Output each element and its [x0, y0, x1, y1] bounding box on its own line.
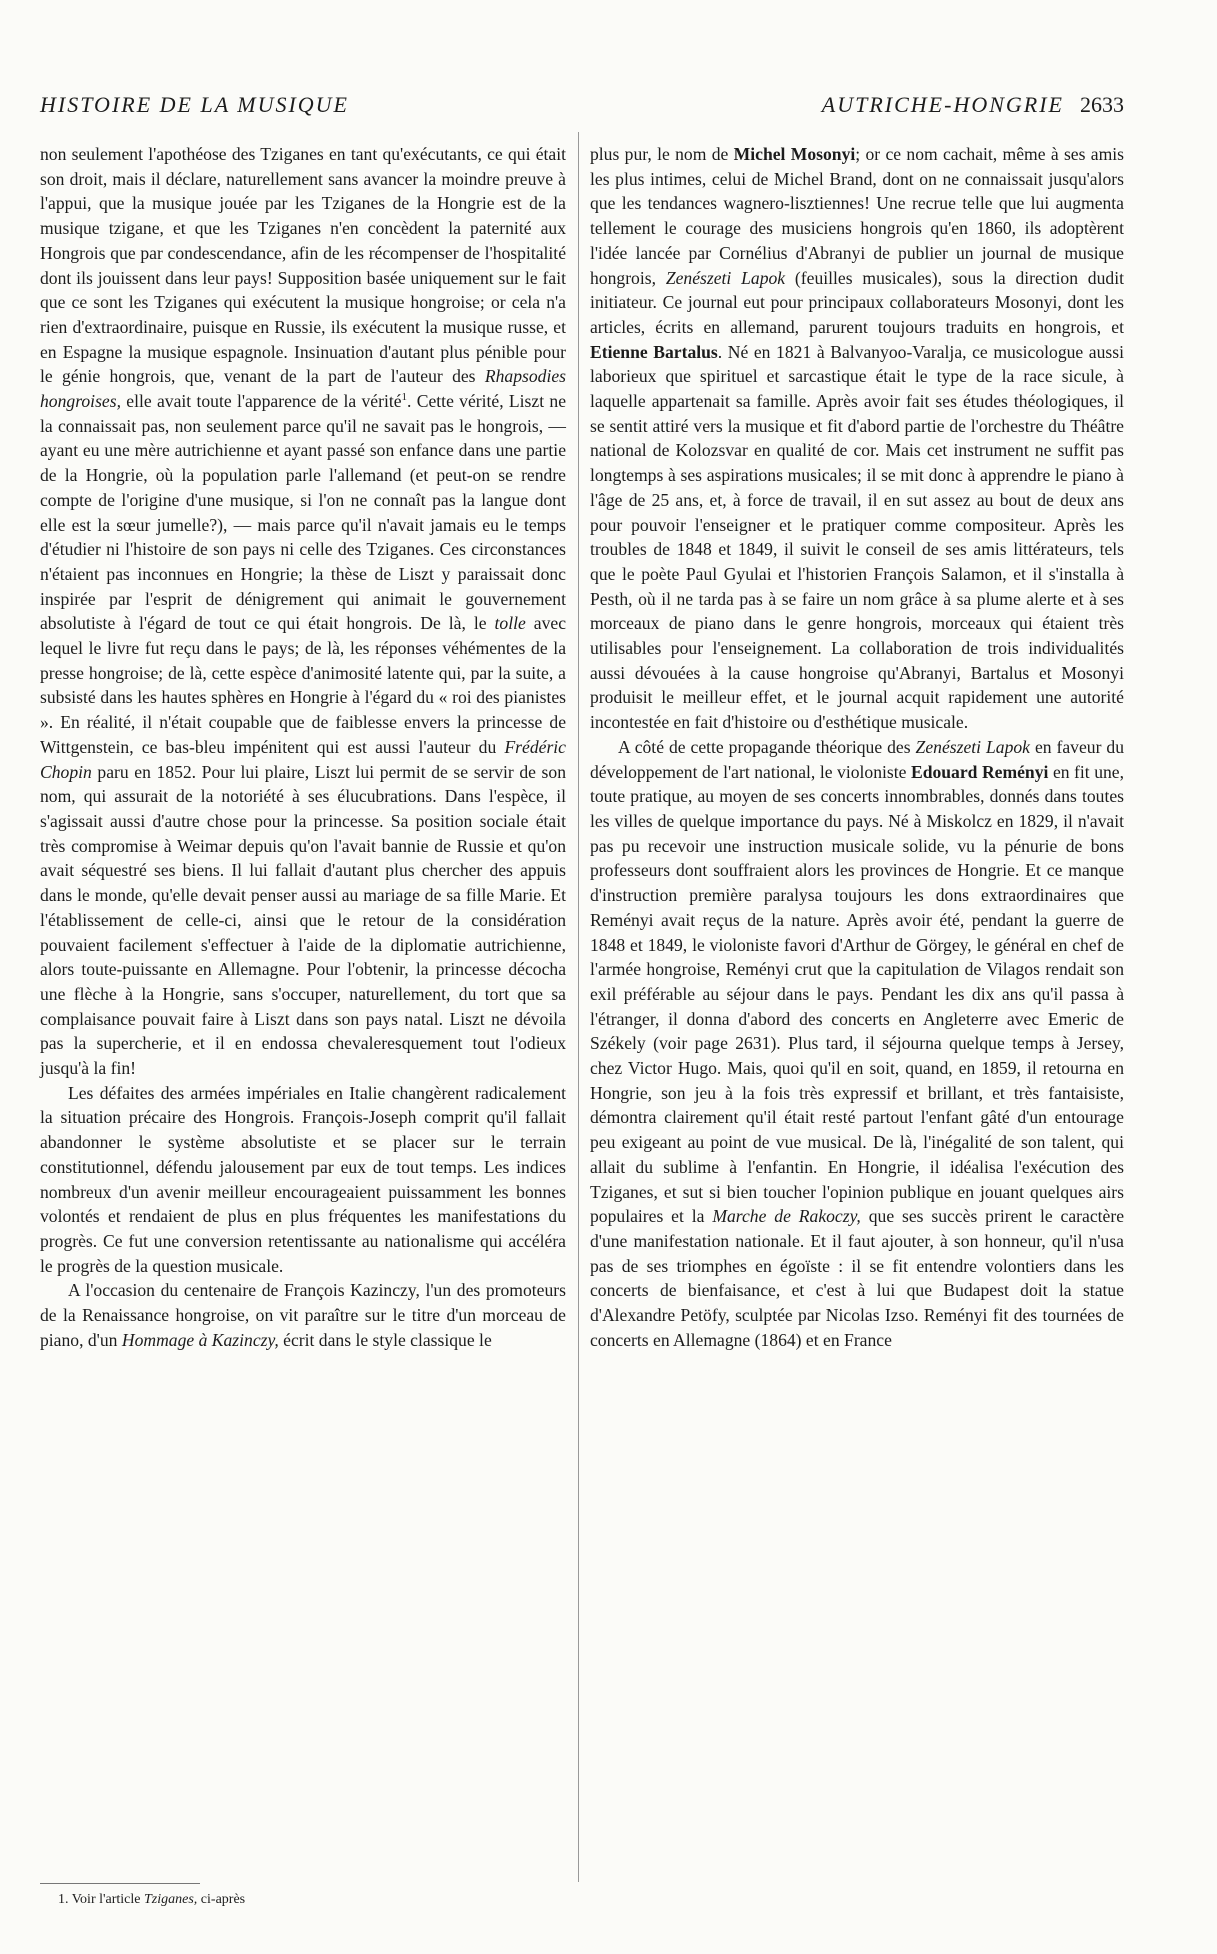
section-title: AUTRICHE-HONGRIE: [821, 92, 1064, 117]
footnote-ref: 1: [401, 391, 408, 404]
italic-word: tolle: [494, 613, 526, 634]
paragraph-1: non seulement l'apothéose des Tziganes en tant qu'exécutants, ce qui était son droit, mais il déclare, naturellement sans avancer la moindre preuve à l'appui, que la musique jouée par les Tziganes de la Hongrie est de la musique tzigane, et que les Tziganes n'en concèdent la paternité aux Hongrois que par condescendance, afin de les récompenser de l'hospitalité dont ils jouissent dans leur pays! Supposition basée uniquement sur le fait que ce sont les Tziganes qui exécutent la musique hongroise; or cela n'a rien d'extraordinaire, puisque en Russie, ils exécutent la musique russe, et en Espagne la musique espagnole. Insinuation d'autant plus pénible pour le génie hongrois, que, venant de la part de l'auteur des Rhapsodies hongroises, elle avait toute l'apparence de la vérité$^1$. Cette vérité, Liszt ne la connaissait pas, non seulement parce qu'il ne savait pas le hongrois, — ayant eu une mère autrichienne et ayant passé son enfance dans une partie de la Hongrie, où la population parle l'allemand (et peut-on se rendre compte de l'origine d'une musique, si l'on ne connaît pas la langue dont elle est la sœur jumelle?), — mais parce qu'il n'avait jamais eu le temps d'étudier ni l'histoire de son pays ni celle des Tziganes. Ces circonstances n'étaient pas inconnues en Hongrie; la thèse de Liszt y paraissait donc inspirée par l'esprit de dénigrement qui animait le gouvernement absolutiste à l'égard de tout ce qui était hongrois. De là, le tolle avec lequel le livre fut reçu dans le pays; de là, les réponses véhémentes de la presse hongroise; de là, cette espèce d'animosité latente qui, par la suite, a subsisté dans les hautes sphères en Hongrie à l'égard du « roi des pianistes ». En réalité, il n'était coupable que de faiblesse envers la princesse de Wittgenstein, ce bas-bleu impénitent qui est aussi l'auteur du Frédéric Chopin paru en 1852. Pour lui plaire, Liszt lui permit de se servir de son nom, qui assurait de la notoriété à ses élucubrations. Dans l'espèce, il s'agissait aussi d'autre chose pour la princesse. Sa position sociale était très compromise à Weimar depuis qu'on l'avait bannie de Russie et qu'on avait séquestré ses biens. Il lui fallait d'autant plus chercher des appuis dans le monde, qu'elle devait penser aussi au mariage de sa fille Marie. Et l'établissement de celle-ci, ainsi que le retour de la considération pouvaient facilement s'effectuer à l'aide de la diplomatie autrichienne, alors toute-puissante en Allemagne. Pour l'obtenir, la princesse décocha une flèche à la Hongrie, sans s'occuper, naturellement, du tort que sa complaisance pouvait faire à Liszt dans son pays natal. Liszt ne dévoila pas la supercherie, et il en endossa chevaleresquement tout l'odieux jusqu'à la fin!: [40, 144, 567, 1079]
footnote-rule: [40, 1883, 200, 1884]
page-number: 2633: [1080, 92, 1124, 117]
running-header: [40, 92, 1124, 132]
footnote: 1. Voir l'article Tziganes, ci-après: [58, 1892, 246, 1907]
italic-title: Marche de Rakoczy,: [712, 1206, 861, 1227]
column-divider: [578, 132, 579, 1882]
italic-title: Zenészeti Lapok: [665, 267, 786, 288]
italic-title: Rhapsodies hongroises,: [40, 366, 567, 412]
italic-word: Tziganes,: [144, 1892, 198, 1907]
bold-name: Michel Mosonyi: [733, 144, 856, 164]
paragraph-4: plus pur, le nom de Michel Mosonyi; or ce nom cachait, même à ses amis les plus intimes, celui de Michel Brand, dont on ne connaissait jusqu'alors que les tendances wagnero-lisztiennes! Une recrue telle que lui augmenta tellement le courage des musiciens hongrois qu'en 1860, ils adoptèrent l'idée lancée par Cornélius d'Abranyi de publier un journal de musique hongrois, Zenészeti Lapok (feuilles musicales), sous la direction dudit initiateur. Ce journal eut pour principaux collaborateurs Mosonyi, dont les articles, écrits en allemand, parurent toujours traduits en hongrois, et Etienne Bartalus. Né en 1821 à Balvanyoo-Varalja, ce musicologue aussi laborieux que spirituel et sarcastique était le type de la race sicule, à laquelle appartenait sa famille. Après avoir fait ses études théologiques, il se sentit attiré vers la musique et fit d'abord partie de l'orchestre du Théâtre national de Kolozsvar en qualité de cor. Mais cet instrument ne suffit pas longtemps à ses aspirations musicales; il se mit donc à apprendre le piano à l'âge de 25 ans, et, à force de travail, il en sut assez au bout de deux ans pour pouvoir l'enseigner et le pratiquer comme compositeur. Après les troubles de 1848 et 1849, il suivit le conseil de ses amis littérateurs, tels que le poète Paul Gyulai et l'historien François Salamon, et il s'installa à Pesth, où il ne tarda pas à se faire un nom grâce à sa plume alerte et à ses morceaux de piano dans le genre hongrois, morceaux qui étaient très utilisables pour l'enseignement. La collaboration de trois individualités aussi dévouées à la cause hongroise qu'Abranyi, Bartalus et Mosonyi produisit le meilleur effet, et le journal acquit rapidement une autorité incontestée en fait d'histoire ou d'esthétique musicale.: [590, 144, 1124, 733]
paragraph-2: Les défaites des armées impériales en Italie changèrent radicalement la situation précaire des Hongrois. François-Joseph comprit qu'il fallait abandonner le système absolutiste et se placer sur le terrain constitutionnel, défendu jalousement par eux de tout temps. Les indices nombreux d'un avenir meilleur encourageaient puissamment les bonnes volontés et rendaient de plus en plus fréquentes les manifestations du progrès. Ce fut une conversion retentissante au nationalisme qui accéléra le progrès de la question musicale.: [40, 1082, 566, 1276]
left-column: [40, 142, 566, 1352]
bold-name: Edouard Reményi: [910, 761, 1049, 782]
right-column: [590, 142, 1124, 1352]
bold-name: Etienne Bartalus: [590, 341, 718, 362]
italic-title: Hommage à Kazinczy,: [121, 1329, 279, 1350]
paragraph-3: A l'occasion du centenaire de François Kazinczy, l'un des promoteurs de la Renaissance hongroise, on vit paraître sur le titre d'un morceau de piano, d'un Hommage à Kazinczy, écrit dans le style classique le: [40, 1280, 566, 1350]
italic-title: Frédéric Chopin: [40, 736, 566, 782]
paragraph-5: A côté de cette propagande théorique des Zenészeti Lapok en faveur du développement de l'art national, le violoniste Edouard Reményi en fit une, toute pratique, au moyen de ses concerts innombrables, donnés dans toutes les villes de quelque importance du pays. Né à Miskolcz en 1829, il n'avait pas pu recevoir une instruction musicale solide, vu la pénurie de bons professeurs dont souffraient alors les provinces de Hongrie. Et ce manque d'instruction première paralysa toujours les dons extraordinaires que Reményi avait reçus de la nature. Après avoir été, pendant la guerre de 1848 et 1849, le violoniste favori d'Arthur de Görgey, le général en chef de l'armée hongroise, Reményi crut que la capitulation de Vilagos rendait son exil préférable au séjour dans le pays. Pendant les dix ans qu'il passa à l'étranger, il donna d'abord des concerts en Angleterre avec Emeric de Székely (voir page 2631). Plus tard, il séjourna quelque temps à Jersey, chez Victor Hugo. Mais, quoi qu'il en soit, quand, en 1859, il retourna en Hongrie, son jeu à la fois très expressif et brillant, et très fantaisiste, démontra clairement qu'il était resté partout l'enfant gâté d'un entourage peu exigeant au point de vue musical. De là, l'inégalité de son talent, qui allait du sublime à l'enfantin. En Hongrie, il idéalisa l'exécution des Tziganes, et sut si bien toucher l'opinion publique en jouant quelques airs populaires et la Marche de Rakoczy, que ses succès prirent le caractère d'une manifestation nationale. Et il faut ajouter, à son honneur, qu'il n'usa pas de ses triomphes en égoïste : il se fit entendre volontiers dans les concerts de bienfaisance, et c'est à lui que Budapest doit la statue d'Alexandre Petöfy, sculptée par Nicolas Izso. Reményi fit des tournées de concerts en Allemagne (1864) et en France: [590, 736, 1125, 1350]
running-title-left: HISTOIRE DE LA MUSIQUE: [40, 92, 349, 117]
running-title-right: [822, 92, 1124, 118]
italic-title: Zenészeti Lapok: [915, 736, 1030, 757]
